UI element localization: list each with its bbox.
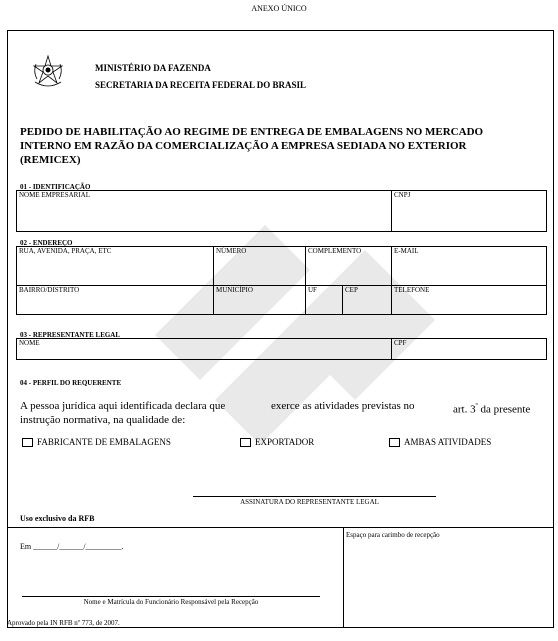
section-address-title: 02 - ENDEREÇO [20, 239, 73, 247]
form-title-line-1: PEDIDO DE HABILITAÇÃO AO REGIME DE ENTREGA DE EMBALAGENS NO MERCADO [20, 126, 484, 138]
rep-name-field[interactable] [16, 338, 392, 360]
email-label: E-MAIL [394, 247, 419, 255]
annex-title: ANEXO ÚNICO [251, 4, 307, 13]
declaration-text-3 [453, 400, 530, 417]
reception-date[interactable]: Em ______/______/_________. [20, 542, 124, 551]
cpf-field[interactable] [391, 338, 547, 360]
street-field[interactable] [16, 246, 214, 286]
rep-name-label: NOME [19, 339, 40, 347]
company-name-field[interactable] [16, 190, 392, 232]
section-legal-rep-title: 03 - REPRESENTANTE LEGAL [20, 331, 121, 339]
ministry-name: MINISTÉRIO DA FAZENDA [95, 63, 211, 73]
phone-label: TELEFONE [394, 286, 430, 294]
signature-label: ASSINATURA DO REPRESENTANTE LEGAL [240, 498, 379, 506]
section-identification-title: 01 - IDENTIFICAÇÃO [20, 183, 91, 191]
declaration-line-2: instrução normativa, na qualidade de: [20, 414, 186, 426]
street-label: RUA, AVENIDA, PRAÇA, ETC [19, 247, 112, 255]
complement-field[interactable] [305, 246, 392, 286]
declaration-part-1: A pessoa jurídica aqui identificada declara que [20, 400, 226, 412]
complement-label: COMPLEMENTO [308, 247, 362, 255]
company-name-label: NOME EMPRESARIAL [19, 191, 90, 199]
declaration-part-4: da presente [480, 403, 531, 416]
district-field[interactable] [16, 285, 214, 315]
form-title-line-2: INTERNO EM RAZÃO DA COMERCIALIZAÇÃO A EMPRESA SEDIADA NO EXTERIOR [20, 140, 467, 152]
declaration-text-2 [271, 400, 415, 413]
both-activities-checkbox[interactable] [389, 438, 400, 447]
secretariat-name: SECRETARIA DA RECEITA FEDERAL DO BRASIL [95, 80, 306, 90]
manufacturer-checkbox[interactable] [22, 438, 33, 447]
declaration-text [20, 400, 225, 413]
both-activities-option-label: AMBAS ATIVIDADES [404, 437, 492, 447]
form-title-line-3: (REMICEX) [20, 154, 81, 166]
rfb-section-title: Uso exclusivo da RFB [20, 514, 95, 523]
cep-field[interactable] [342, 285, 392, 315]
signature-line[interactable] [193, 496, 436, 497]
declaration-ordinal: º [475, 402, 478, 410]
stamp-area-label: Espaço para carimbo de recepção [346, 531, 440, 539]
cnpj-field[interactable] [391, 190, 547, 232]
exporter-checkbox[interactable] [240, 438, 251, 447]
cpf-label: CPF [394, 339, 407, 347]
city-label: MUNICÍPIO [216, 286, 253, 294]
approval-footer: Aprovado pela IN RFB nº 773, de 2007. [7, 619, 120, 627]
manufacturer-option-label: FABRICANTE DE EMBALAGENS [37, 437, 171, 447]
official-signature-line[interactable] [22, 596, 320, 597]
declaration-part-2: exerce as atividades previstas no [271, 400, 415, 412]
stamp-area[interactable] [344, 540, 553, 626]
email-field[interactable] [391, 246, 547, 286]
official-label: Nome e Matrícula do Funcionário Responsável pela Recepção [83, 598, 259, 606]
declaration-part-3: art. 3 [453, 403, 476, 416]
district-label: BAIRRO/DISTRITO [19, 286, 80, 294]
uf-field[interactable] [305, 285, 343, 315]
cnpj-label: CNPJ [394, 191, 411, 199]
uf-label: UF [308, 286, 317, 294]
city-field[interactable] [213, 285, 306, 315]
number-field[interactable] [213, 246, 306, 286]
number-label: NÚMERO [216, 247, 247, 255]
exporter-option-label: EXPORTADOR [255, 437, 315, 447]
phone-field[interactable] [391, 285, 547, 315]
coat-of-arms-icon [30, 54, 66, 90]
form-title [20, 125, 483, 167]
cep-label: CEP [345, 286, 358, 294]
section-profile-title: 04 - PERFIL DO REQUERENTE [20, 379, 122, 387]
